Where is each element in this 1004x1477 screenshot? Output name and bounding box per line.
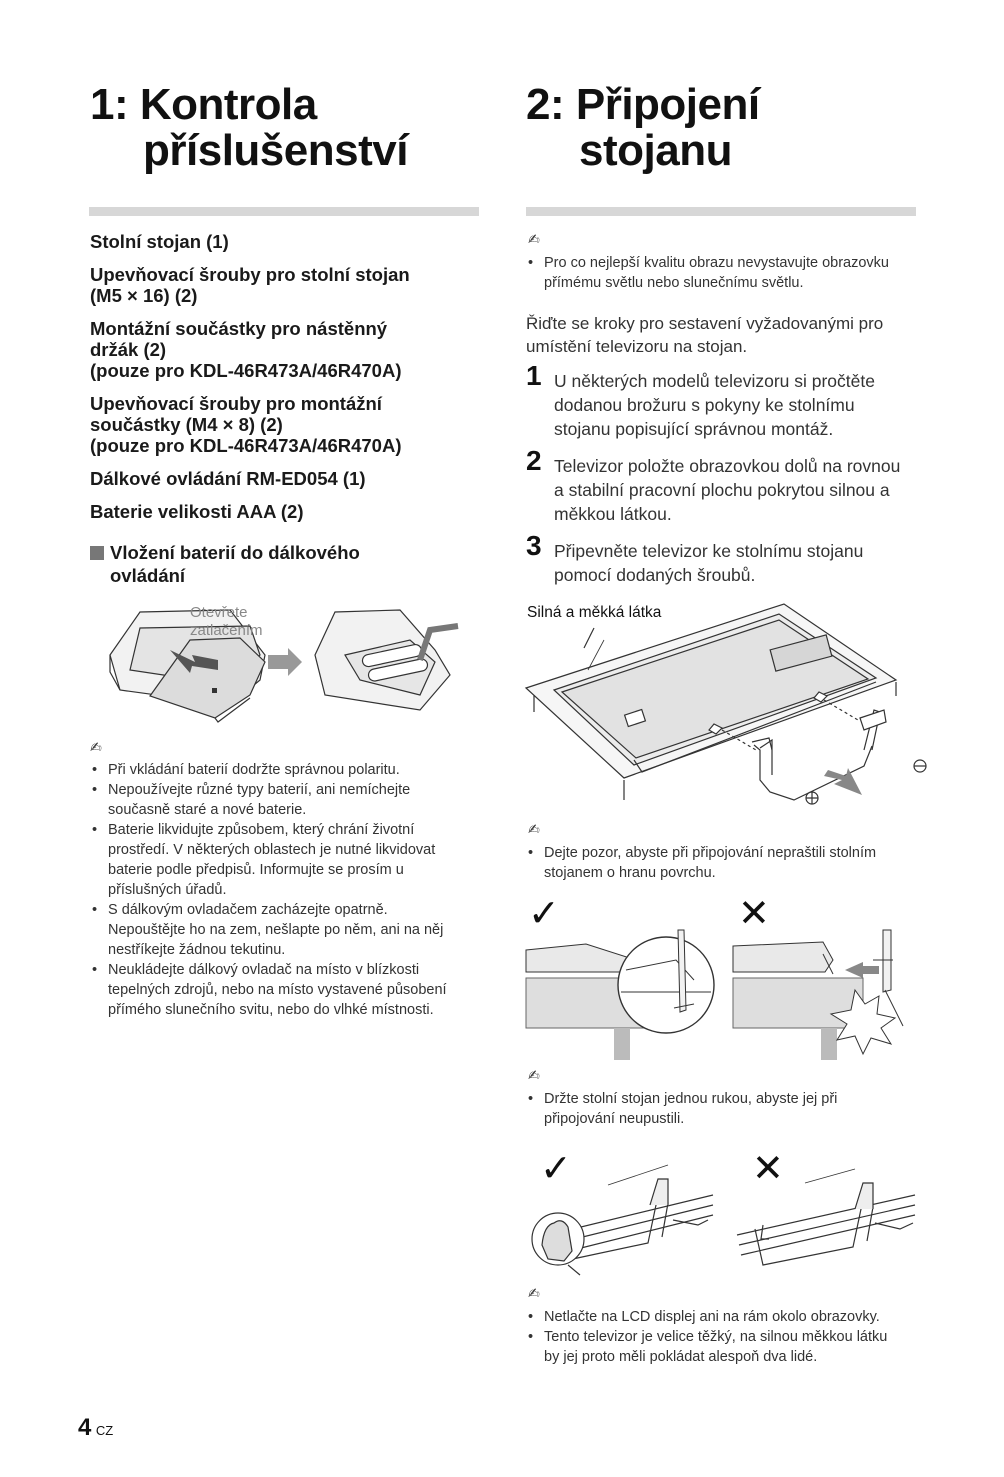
left-note-4-line2: Nepouštějte ho na zem, nešlapte po něm, ani na něj [108,922,444,938]
intro-line1: Řiďte se kroky pro sestavení vyžadovanými pro [526,314,884,333]
accessory-3-line1: Montážní součástky pro nástěnný [90,318,388,339]
step-1-line2: dodanou brožuru s pokyny ke stolnímu [554,395,855,415]
accessory-3-line2: držák (2) [90,339,167,360]
magnifier-circle [618,937,714,1033]
left-note-3-line1: Baterie likvidujte způsobem, který chrání životní [108,822,415,838]
left-note-5-line1: Neukládejte dálkový ovladač na místo v blízkosti [108,962,420,978]
left-note-3-line4: příslušných úřadů. [108,882,227,898]
left-note-4 [90,900,490,960]
accessory-4 [90,393,402,456]
step-2-line3: měkkou látkou. [554,504,672,524]
left-note-5-line2: tepelných zdrojů, nebo na místo vystavené působení [108,982,447,998]
left-note-2 [90,780,490,820]
right-note-4b-line2: by jej proto měli pokládat alespoň dva lidé. [544,1349,818,1365]
battery-section-title [90,541,360,587]
open-label-line2: zatlačením [190,622,263,639]
step-2-number: 2 [526,445,542,476]
section-square-icon [90,546,104,560]
right-title-line1: 2: Připojení [526,80,760,129]
right-note-1-line2: přímému světlu nebo slunečnímu světlu. [544,275,804,291]
hold-stand-incorrect-illustration [735,1165,920,1275]
right-note-3-line2: připojování neupustili. [544,1111,685,1127]
right-note-1 [526,253,926,293]
accessory-3 [90,318,402,381]
open-label-line1: Otevřete [190,604,248,621]
right-note-1-list [526,253,926,293]
battery-title-line1: Vložení baterií do dálkového [110,542,360,563]
accessory-4-line1: Upevňovací šrouby pro montážní [90,393,382,414]
left-note-2-line2: současně staré a nové baterie. [108,802,307,818]
right-note-4a [526,1307,926,1327]
pencil-note-icon: ✍ [528,822,540,838]
pencil-note-icon: ✍ [528,1068,540,1084]
page-footer [78,1414,113,1442]
accessory-1-line1: Stolní stojan (1) [90,231,229,252]
right-title [526,82,926,174]
right-note-3 [526,1089,926,1129]
step-2 [526,445,926,526]
push-arrow-icon [845,962,879,978]
step-2-line2: a stabilní pracovní plochu pokrytou silnou a [554,480,890,500]
right-note-1-line1: Pro co nejlepší kvalitu obrazu nevystavujte obrazovku [544,255,889,271]
pencil-note-icon: ✍ [528,1286,540,1302]
right-note-2-line2: stojanem o hranu povrchu. [544,865,716,881]
cross-icon: ✕ [752,1146,784,1190]
edge-correct-illustration [526,930,711,1060]
cross-icon: ✕ [738,891,770,935]
left-note-3 [90,820,490,900]
step-3-line1: Připevněte televizor ke stolnímu stojanu [554,541,864,561]
page-language: CZ [95,1423,114,1438]
accessory-2-line1: Upevňovací šrouby pro stolní stojan [90,264,410,285]
accessory-5 [90,468,366,489]
left-note-1-line1: Při vkládání baterií dodržte správnou polaritu. [108,762,400,778]
right-note-4-list [526,1307,926,1367]
step-3 [526,530,926,587]
edge-incorrect-illustration [733,930,913,1060]
accessory-2 [90,264,410,306]
left-notes-list [90,760,490,1020]
accessory-1 [90,231,229,252]
left-note-2-line1: Nepoužívejte různé typy baterií, ani nemíchejte [108,782,411,798]
left-note-1 [90,760,490,780]
right-note-2-list [526,843,926,883]
right-note-4b [526,1327,926,1367]
step-1-number: 1 [526,360,542,391]
right-note-2 [526,843,926,883]
fabric-label: Silná a měkká látka [527,604,662,621]
step-1-line1: U některých modelů televizoru si pročtěte [554,371,875,391]
page-number: 4 [78,1414,92,1441]
left-note-3-line2: prostředí. V některých oblastech je nutné likvidovat [108,842,436,858]
step-3-line2: pomocí dodaných šroubů. [554,565,756,585]
accessory-6-line1: Baterie velikosti AAA (2) [90,501,304,522]
battery-title-line2: ovládání [110,565,186,586]
check-icon: ✓ [540,1146,572,1190]
left-note-4-line3: nestříkejte žádnou tekutinu. [108,942,286,958]
right-note-3-list [526,1089,926,1129]
pencil-note-icon: ✍ [90,740,102,756]
step-1-line3: stojanu popisující správnou montáž. [554,419,834,439]
right-rule [526,207,916,216]
arrow-right-icon [268,648,302,676]
left-note-3-line3: baterie podle předpisů. Informujte se prosím u [108,862,404,878]
right-note-4a-line1: Netlačte na LCD displej ani na rám okolo obrazovky. [544,1309,880,1325]
check-icon: ✓ [528,891,560,935]
tv-stand-assembly-illustration [524,600,914,815]
left-note-5-line3: přímého slunečního svitu, nebo do vlhké místnosti. [108,1002,434,1018]
left-title-line2: příslušenství [143,126,408,175]
remote-battery-illustration [100,600,460,725]
accessory-6 [90,501,304,522]
assembly-intro [526,312,926,358]
right-note-2-line1: Dejte pozor, abyste při připojování nepraštili stolním [544,845,877,861]
pencil-note-icon: ✍ [528,232,540,248]
accessory-4-line2: součástky (M4 × 8) (2) [90,414,283,435]
accessory-4-line3: (pouze pro KDL-46R473A/46R470A) [90,435,402,456]
right-note-3-line1: Držte stolní stojan jednou rukou, abyste jej při [544,1091,838,1107]
right-title-line2: stojanu [579,126,732,175]
left-rule [89,207,479,216]
accessory-5-line1: Dálkové ovládání RM-ED054 (1) [90,468,366,489]
push-arrow-icon [824,768,862,795]
left-note-4-line1: S dálkovým ovladačem zacházejte opatrně. [108,902,388,918]
left-note-5 [90,960,490,1020]
step-2-line1: Televizor položte obrazovkou dolů na rovnou [554,456,901,476]
remote-open-right [315,610,458,710]
step-1 [526,360,926,441]
left-title [90,82,490,174]
intro-line2: umístění televizoru na stojan. [526,337,748,356]
right-note-4b-line1: Tento televizor je velice těžký, na silnou měkkou látku [544,1329,888,1345]
step-3-number: 3 [526,530,542,561]
accessory-2-line2: (M5 × 16) (2) [90,285,198,306]
hold-stand-correct-illustration [528,1165,718,1275]
accessory-3-line3: (pouze pro KDL-46R473A/46R470A) [90,360,402,381]
left-title-line1: 1: Kontrola [90,80,317,129]
